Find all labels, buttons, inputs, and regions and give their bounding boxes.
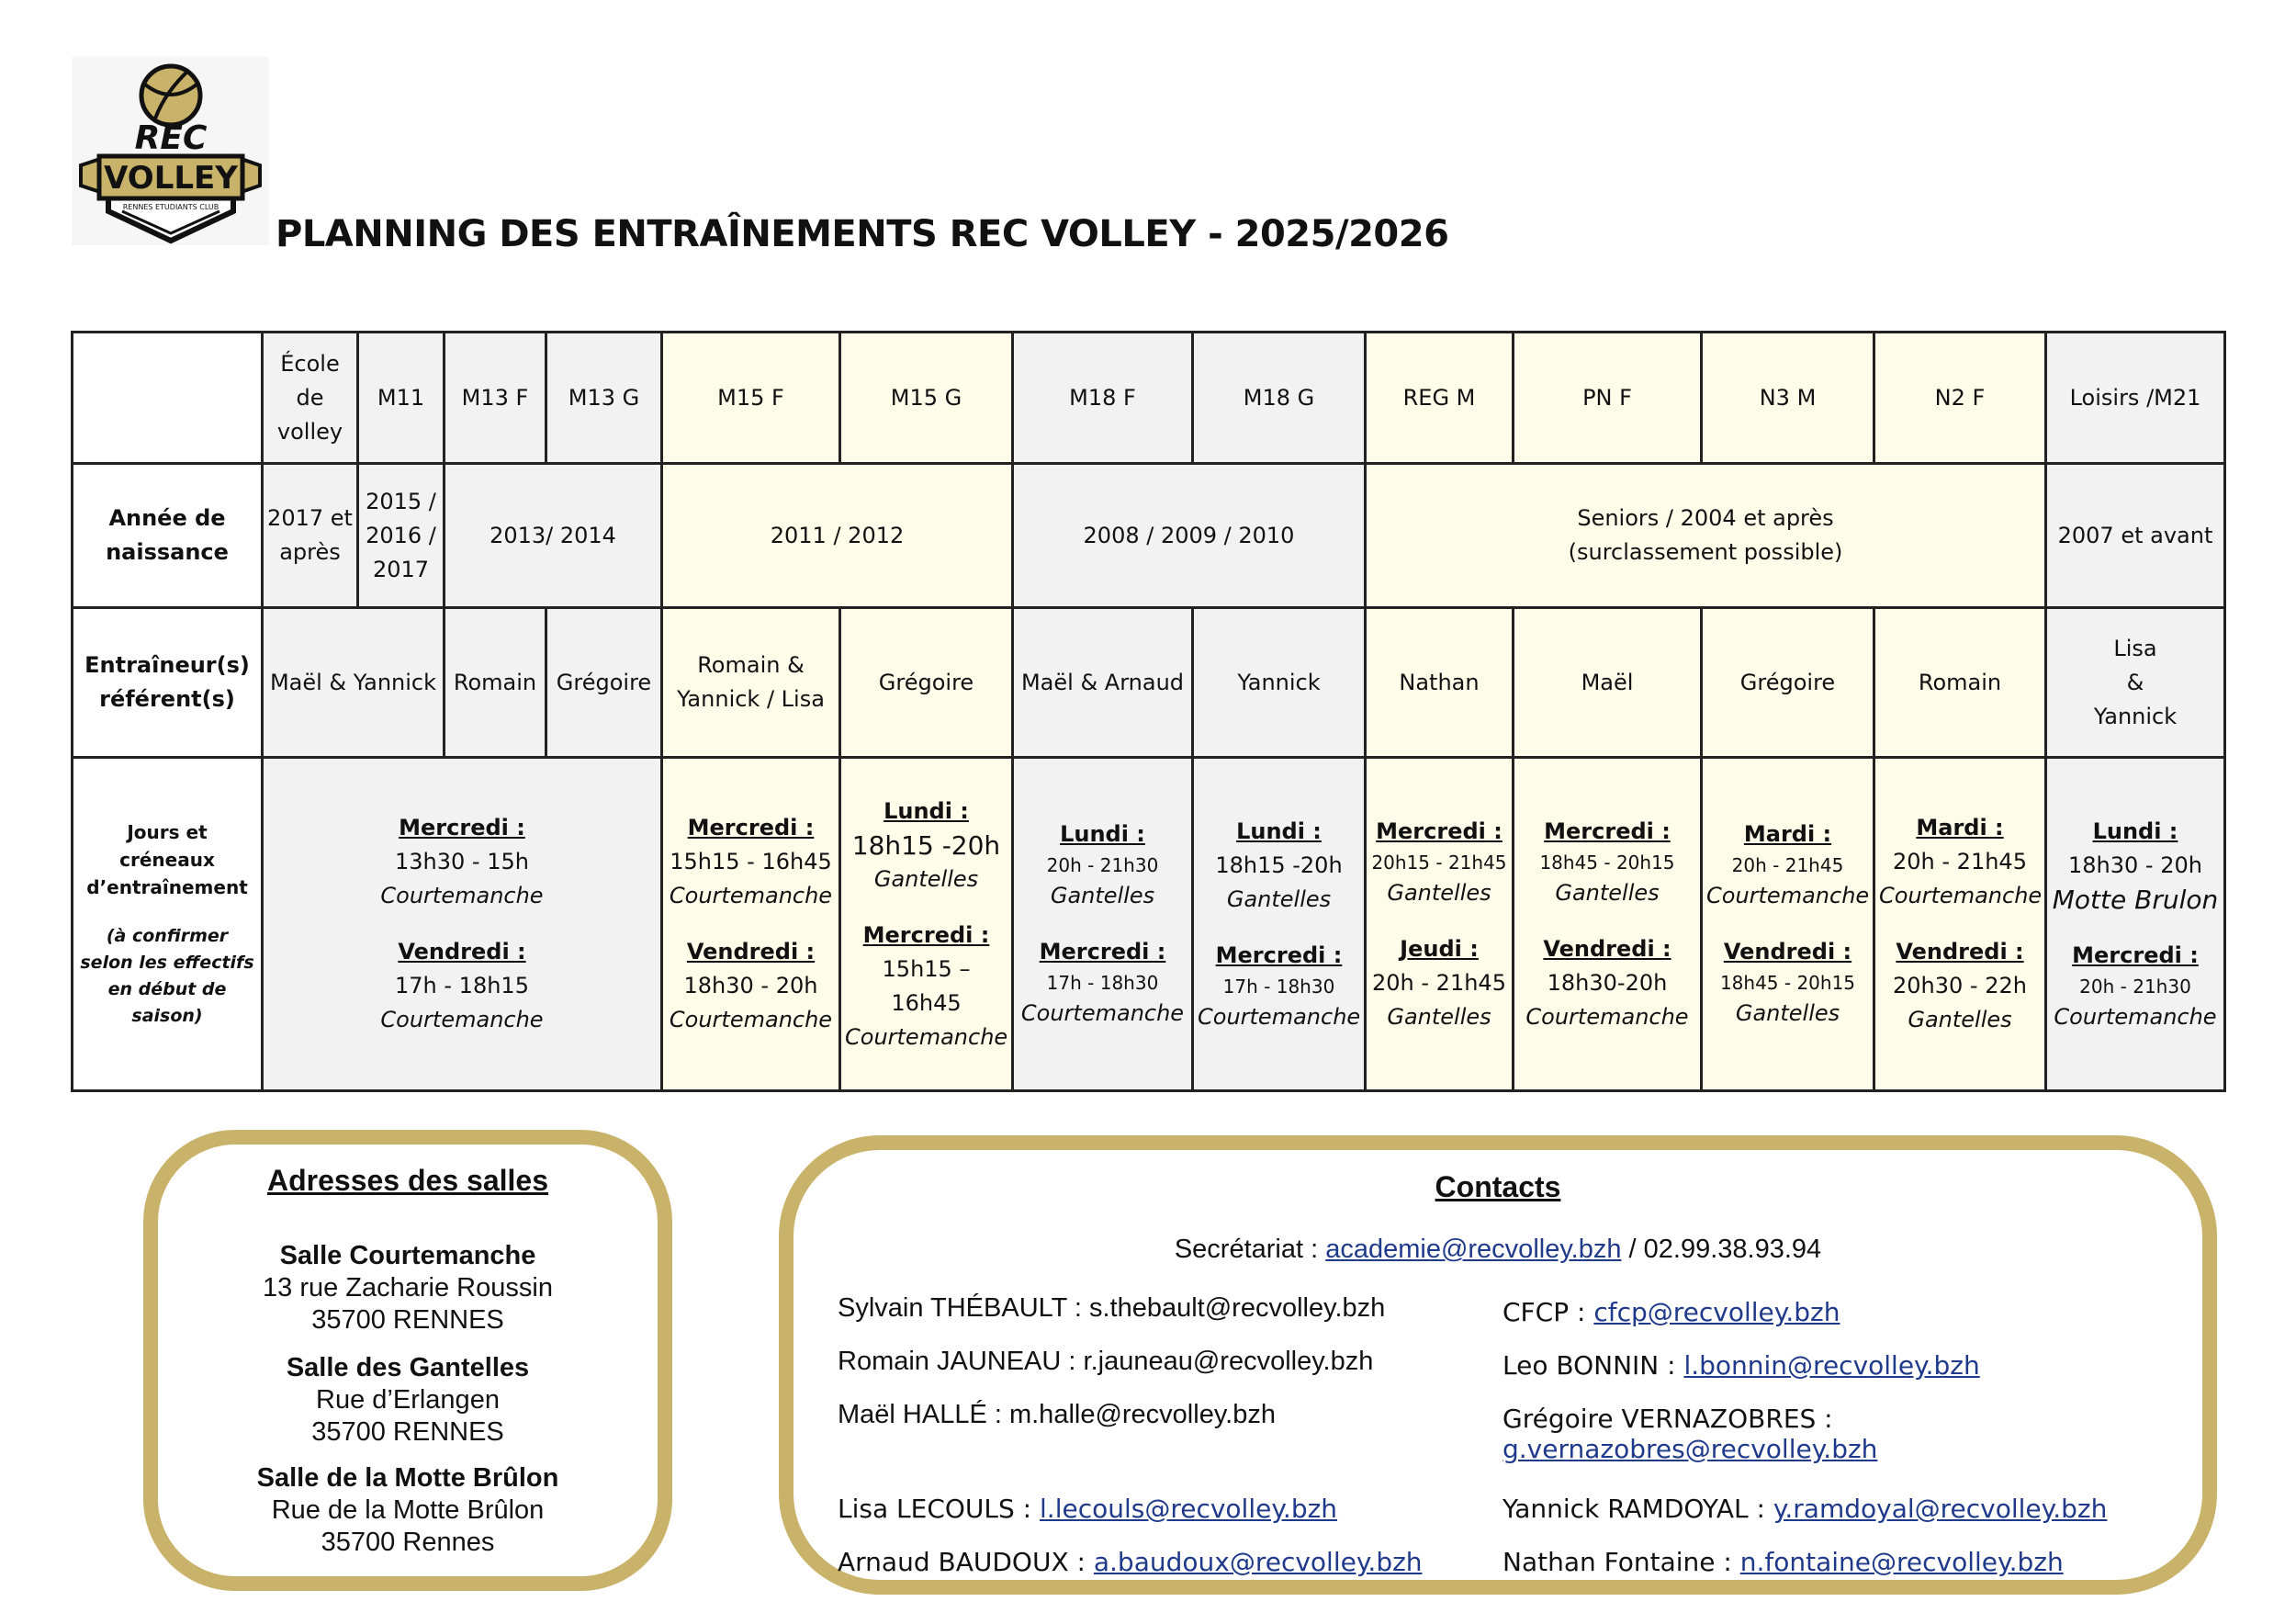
cat-m18f: M18 F <box>1013 333 1193 464</box>
contact-ramdoyal <box>1503 1494 2107 1524</box>
slot-day: Vendredi : <box>1896 939 2024 964</box>
cat-m11: M11 <box>358 333 445 464</box>
slot-time: 18h30-20h <box>1547 969 1668 996</box>
slots-n3m <box>1702 758 1874 1091</box>
cat-m18g: M18 G <box>1193 333 1366 464</box>
contacts-title: Contacts <box>1435 1170 1561 1203</box>
coach-regm: Nathan <box>1366 608 1514 758</box>
cat-m13g: M13 G <box>546 333 662 464</box>
row-label-birth: Année de naissance <box>73 464 263 608</box>
slot-time: 18h30 - 20h <box>2068 851 2202 878</box>
birth-m18: 2008 / 2009 / 2010 <box>1013 464 1366 608</box>
contact-label: Lisa LECOULS : <box>838 1494 1041 1524</box>
slot-time: 20h - 21h45 <box>1731 854 1844 876</box>
rec-volley-logo <box>72 57 269 245</box>
contact-label: CFCP : <box>1503 1297 1594 1327</box>
contacts-box <box>779 1135 2217 1595</box>
slot-day: Mercredi : <box>1215 942 1343 968</box>
slot-location: Gantelles <box>1050 883 1155 908</box>
slot-time: 18h30 - 20h <box>683 973 818 998</box>
slot-location: Courtemanche <box>1020 1000 1185 1026</box>
slot-time: 17h - 18h30 <box>1222 975 1335 998</box>
slots-regm <box>1366 758 1514 1091</box>
birth-seniors-line1: Seniors / 2004 et après <box>1577 505 1834 531</box>
secretariat-phone: / 02.99.38.93.94 <box>1621 1235 1822 1264</box>
slot-day: Vendredi : <box>1723 939 1852 964</box>
slot-location: Courtemanche <box>669 883 833 908</box>
logo-rec-text: REC <box>134 119 208 157</box>
coach-n2f: Romain <box>1874 608 2046 758</box>
slot-day: Vendredi : <box>1543 935 1671 962</box>
slots-loisirs <box>2046 758 2225 1091</box>
contact-label: Yannick RAMDOYAL : <box>1503 1494 1773 1524</box>
coach-m15f: Romain & Yannick / Lisa <box>662 608 840 758</box>
address-line: 35700 RENNES <box>311 1305 504 1335</box>
contact-lecouls <box>838 1494 1337 1524</box>
address-name: Salle des Gantelles <box>286 1353 530 1382</box>
address-name: Salle de la Motte Brûlon <box>256 1463 559 1493</box>
slot-location: Motte Brulon <box>2052 884 2219 915</box>
slot-location: Gantelles <box>1908 1007 2012 1032</box>
slots-note: (à confirmer selon les effectifs en début de saison) <box>80 926 254 1026</box>
contact-vernazobres <box>1503 1404 1877 1464</box>
cat-m15f: M15 F <box>662 333 840 464</box>
cat-m15g: M15 G <box>840 333 1013 464</box>
slot-day: Mercredi : <box>862 921 990 948</box>
address-gantelles <box>158 1352 658 1449</box>
slots-row <box>73 758 2225 1091</box>
coach-m18g: Yannick <box>1193 608 1366 758</box>
slot-time: 18h45 - 20h15 <box>1539 851 1675 874</box>
slots-m18f <box>1013 758 1193 1091</box>
birth-seniors-line2: (surclassement possible) <box>1568 539 1843 565</box>
slot-day: Mercredi : <box>399 815 525 840</box>
row-label-coach: Entraîneur(s) référent(s) <box>73 608 263 758</box>
contact-email-link[interactable]: a.baudoux@recvolley.bzh <box>1093 1547 1423 1577</box>
slot-location: Courtemanche <box>380 1007 544 1032</box>
coach-loisirs-l1: Lisa <box>2113 635 2157 661</box>
slot-location: Courtemanche <box>1198 1003 1361 1030</box>
slot-location: Courtemanche <box>1525 1003 1689 1030</box>
slot-location: Gantelles <box>1387 879 1491 906</box>
slot-location: Gantelles <box>1226 885 1332 912</box>
cat-ecole: École de volley <box>263 333 358 464</box>
slot-location: Courtemanche <box>1879 883 2043 908</box>
page-title: PLANNING DES ENTRAÎNEMENTS REC VOLLEY - 2025/2026 <box>276 213 1449 255</box>
slot-day: Jeudi : <box>1400 935 1479 962</box>
contact-label: Grégoire VERNAZOBRES : <box>1503 1404 1833 1434</box>
slot-day: Mercredi : <box>1039 939 1166 964</box>
slot-time: 20h - 21h30 <box>1046 854 1159 876</box>
slot-time: 20h30 - 22h <box>1893 973 2027 998</box>
coach-ecole-m11: Maël & Yannick <box>263 608 445 758</box>
slot-day: Lundi : <box>884 797 969 824</box>
slot-day: Lundi : <box>1236 818 1322 844</box>
slot-day: Mercredi : <box>687 815 815 840</box>
slot-location: Courtemanche <box>1706 883 1870 908</box>
slot-location: Gantelles <box>1735 1000 1840 1026</box>
row-label-slots <box>73 758 263 1091</box>
slots-young <box>263 758 662 1091</box>
contact-email-link[interactable]: n.fontaine@recvolley.bzh <box>1739 1547 2064 1577</box>
secretariat-email-link[interactable]: academie@recvolley.bzh <box>1325 1235 1622 1264</box>
slots-n2f <box>1874 758 2046 1091</box>
training-schedule-table <box>71 331 2226 1092</box>
slot-day: Vendredi : <box>686 939 816 964</box>
contact-email-link[interactable]: l.lecouls@recvolley.bzh <box>1040 1494 1338 1524</box>
slot-day: Lundi : <box>1060 821 1145 847</box>
coach-n3m: Grégoire <box>1702 608 1874 758</box>
contact-fontaine <box>1503 1547 2064 1577</box>
cat-pnf: PN F <box>1514 333 1702 464</box>
slot-location: Courtemanche <box>845 1023 1008 1050</box>
contact-baudoux <box>838 1547 1423 1577</box>
cat-m13f: M13 F <box>445 333 546 464</box>
slots-pnf <box>1514 758 1702 1091</box>
contact-email-link[interactable]: cfcp@recvolley.bzh <box>1593 1297 1840 1327</box>
slot-location: Gantelles <box>873 865 979 892</box>
slot-time: 18h45 - 20h15 <box>1719 972 1856 994</box>
corner-cell <box>73 333 263 464</box>
slot-location: Courtemanche <box>380 883 544 908</box>
slot-day: Mercredi : <box>1544 818 1671 844</box>
contact-jauneau: Romain JAUNEAU : r.jauneau@recvolley.bzh <box>838 1347 1374 1376</box>
contact-email-link[interactable]: g.vernazobres@recvolley.bzh <box>1503 1434 1878 1464</box>
birth-year-row <box>73 464 2225 608</box>
slot-day: Vendredi : <box>398 939 526 964</box>
coach-row <box>73 608 2225 758</box>
slot-location: Gantelles <box>1555 879 1660 906</box>
coach-m18f: Maël & Arnaud <box>1013 608 1193 758</box>
address-name: Salle Courtemanche <box>279 1241 536 1270</box>
slot-time: 17h - 18h15 <box>395 973 529 998</box>
address-line: Rue de la Motte Brûlon <box>271 1495 545 1525</box>
addresses-box <box>143 1130 672 1591</box>
contact-cfcp <box>1503 1297 1840 1327</box>
logo-subtitle: RENNES ETUDIANTS CLUB <box>122 203 219 211</box>
cat-loisirs: Loisirs /M21 <box>2046 333 2225 464</box>
coach-loisirs-l3: Yannick <box>2093 703 2178 729</box>
contact-label: Nathan Fontaine : <box>1503 1547 1740 1577</box>
cat-regm: REG M <box>1366 333 1514 464</box>
addresses-title: Adresses des salles <box>267 1164 548 1197</box>
contact-thebault: Sylvain THÉBAULT : s.thebault@recvolley.bzh <box>838 1293 1386 1323</box>
contact-email-link[interactable]: l.bonnin@recvolley.bzh <box>1683 1350 1980 1381</box>
slot-location: Courtemanche <box>669 1007 833 1032</box>
address-motte-brulon <box>158 1462 658 1559</box>
slots-m15g <box>840 758 1013 1091</box>
slot-location: Courtemanche <box>2054 1003 2217 1030</box>
slot-time: 18h15 -20h <box>851 829 1001 861</box>
slot-time: 15h15 - 16h45 <box>670 849 832 874</box>
slot-day: Mercredi : <box>1376 818 1503 844</box>
coach-loisirs <box>2046 608 2225 758</box>
coach-m15g: Grégoire <box>840 608 1013 758</box>
slot-time: 20h - 21h45 <box>1372 969 1506 996</box>
contact-email-link[interactable]: y.ramdoyal@recvolley.bzh <box>1773 1494 2108 1524</box>
birth-ecole: 2017 et après <box>263 464 358 608</box>
birth-loisirs: 2007 et avant <box>2046 464 2225 608</box>
birth-m13: 2013/ 2014 <box>445 464 662 608</box>
slot-time: 13h30 - 15h <box>395 849 529 874</box>
slots-label: Jours et créneaux d’entraînement <box>86 821 248 898</box>
contact-label: Leo BONNIN : <box>1503 1350 1684 1381</box>
coach-m13f: Romain <box>445 608 546 758</box>
contact-bonnin <box>1503 1350 1980 1381</box>
address-line: 35700 RENNES <box>311 1417 504 1447</box>
coach-loisirs-l2: & <box>2126 669 2144 695</box>
address-line: 13 rue Zacharie Roussin <box>263 1273 553 1303</box>
slot-time: 18h15 -20h <box>1215 851 1343 878</box>
slots-m15f <box>662 758 840 1091</box>
slot-day: Mardi : <box>1743 821 1832 847</box>
slot-time: 20h - 21h30 <box>2079 975 2191 998</box>
contact-halle: Maël HALLÉ : m.halle@recvolley.bzh <box>838 1400 1276 1429</box>
address-courtemanche <box>158 1240 658 1336</box>
slot-time: 20h15 - 21h45 <box>1371 851 1507 874</box>
birth-m11: 2015 / 2016 / 2017 <box>358 464 445 608</box>
slot-time: 20h - 21h45 <box>1893 849 2027 874</box>
coach-pnf: Maël <box>1514 608 1702 758</box>
slot-day: Lundi : <box>2092 818 2178 844</box>
logo-volley-text: VOLLEY <box>104 160 238 197</box>
slot-day: Mardi : <box>1916 815 2004 840</box>
slot-time: 15h15 – 16h45 <box>882 955 971 1016</box>
categories-row <box>73 333 2225 464</box>
address-line: 35700 Rennes <box>321 1528 495 1557</box>
birth-seniors <box>1366 464 2046 608</box>
birth-m15: 2011 / 2012 <box>662 464 1013 608</box>
cat-n3m: N3 M <box>1702 333 1874 464</box>
secretariat-line <box>793 1235 2202 1265</box>
contact-label: Arnaud BAUDOUX : <box>838 1547 1094 1577</box>
address-line: Rue d’Erlangen <box>316 1385 500 1415</box>
secretariat-label: Secrétariat : <box>1174 1235 1326 1264</box>
coach-m13g: Grégoire <box>546 608 662 758</box>
slot-time: 17h - 18h30 <box>1046 972 1159 994</box>
cat-n2f: N2 F <box>1874 333 2046 464</box>
slots-m18g <box>1193 758 1366 1091</box>
slot-location: Gantelles <box>1387 1003 1491 1030</box>
slot-day: Mercredi : <box>2072 942 2199 968</box>
